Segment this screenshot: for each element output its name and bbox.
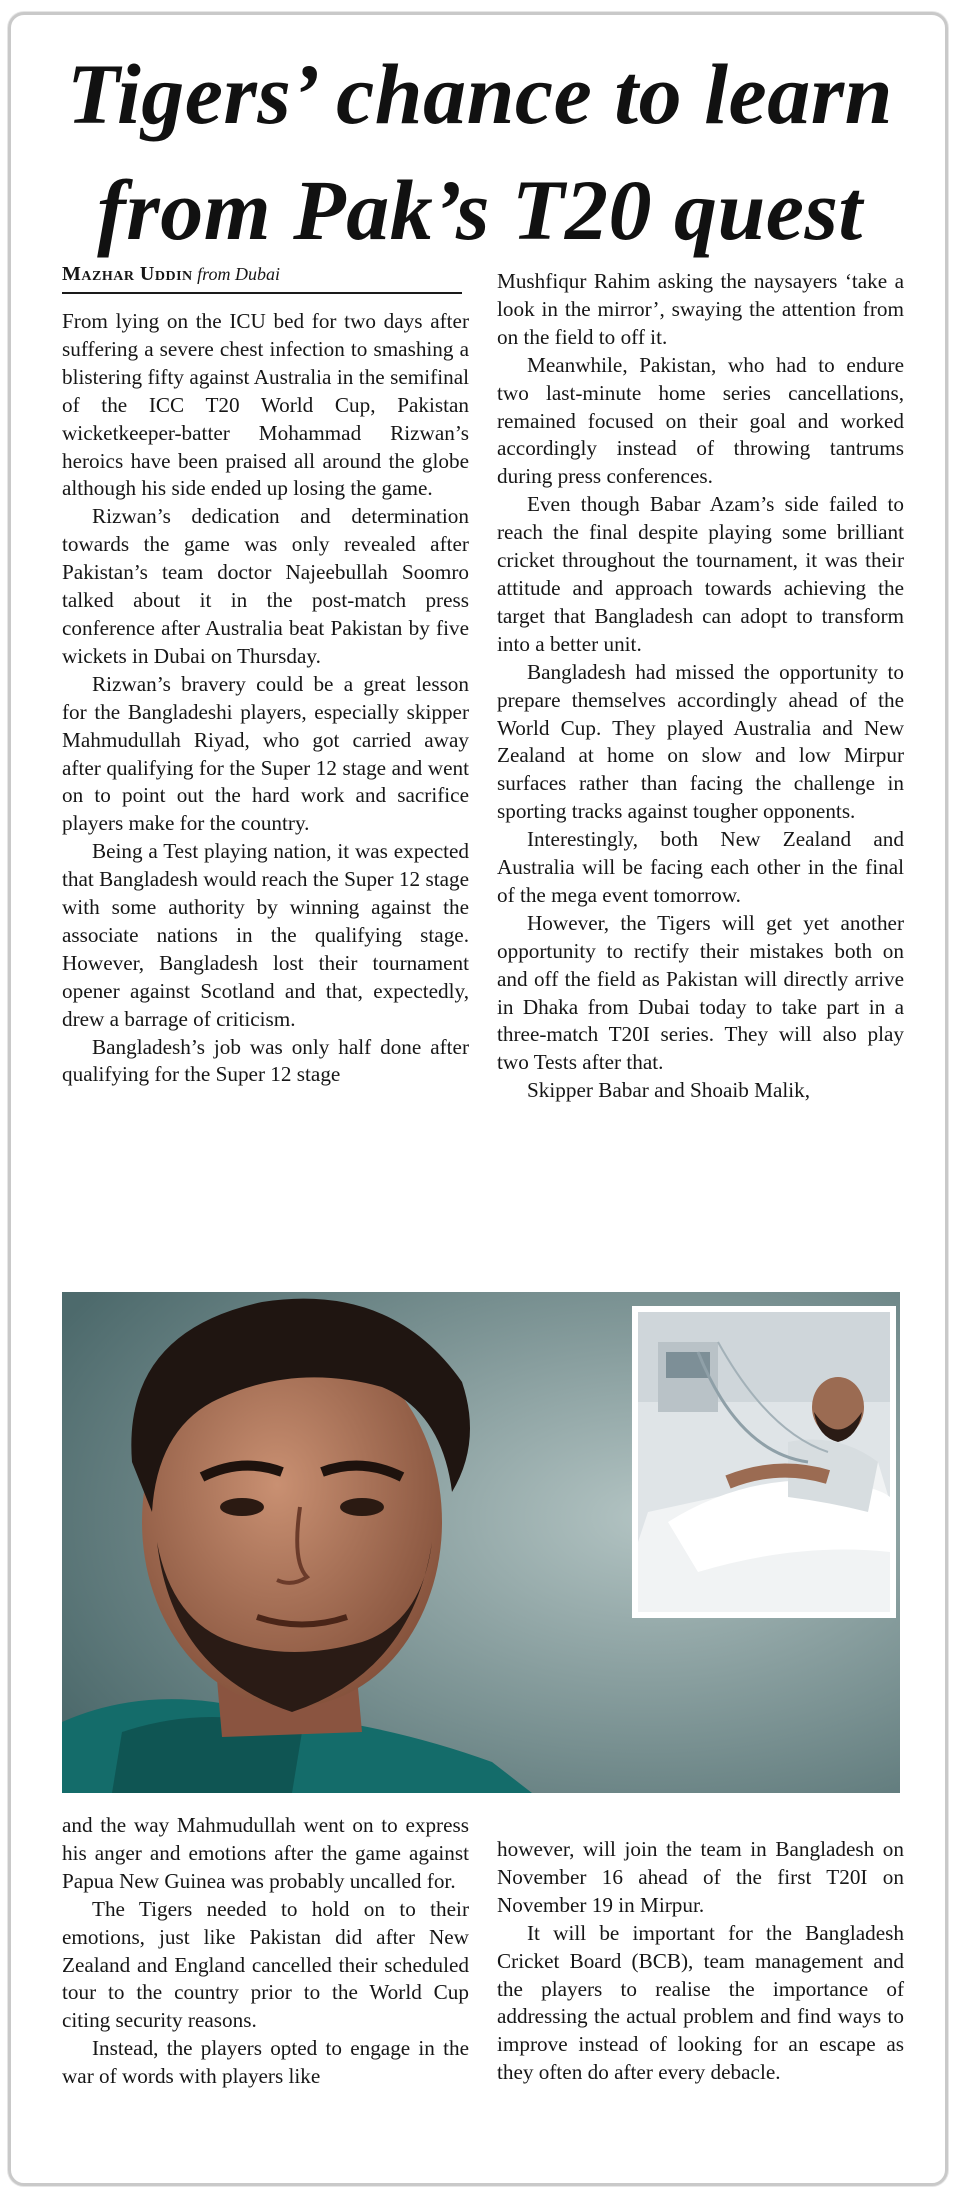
paragraph: It will be important for the Bangladesh Cricket Board (BCB), team management and the players to realise the importance of addressing the actual problem and find ways to improve instead of looking for an escape as they often do after every debacle. bbox=[497, 1920, 904, 2085]
paragraph: Even though Babar Azam’s side failed to reach the final despite playing some brilliant cricket throughout the tournament, it was their attitude and approach towards achieving the target that Bangladesh can adopt to transform into a better unit. bbox=[497, 492, 904, 656]
article-column-2 bbox=[497, 268, 904, 1105]
headline bbox=[40, 36, 920, 268]
paragraph: Bangladesh had missed the opportunity to prepare themselves accordingly ahead of the World Cup. They played Australia and New Zealand at home on slow and low Mirpur surfaces rather than facing the challenge in sporting tracks against tougher opponents. bbox=[497, 659, 904, 824]
paragraph: Meanwhile, Pakistan, who had to endure two last-minute home series cancellations, remained focused on their goal and worked accordingly instead of throwing tantrums during press conferences. bbox=[497, 352, 904, 489]
headline-line-1: Tigers’ chance to learn bbox=[66, 46, 894, 142]
paragraph: Mushfiqur Rahim asking the naysayers ‘take a look in the mirror’, swaying the attention from on the field to off it. bbox=[497, 269, 904, 349]
paragraph: Being a Test playing nation, it was expected that Bangladesh would reach the Super 12 stage with some authority by winning against the associate nations in the qualifying stage. However, Bangladesh lost their tournament opener against Scotland and that, expectedly, drew a barrage of criticism. bbox=[62, 839, 469, 1031]
paragraph: Rizwan’s dedication and determination towards the game was only revealed after Pakistan’s team doctor Najeebullah Soomro talked about it in the post-match press conference after Australia beat Pakistan by five wickets in Dubai on Thursday. bbox=[62, 504, 469, 668]
paragraph: The Tigers needed to hold on to their emotions, just like Pakistan did after New Zealand and England cancelled their scheduled tour to the country prior to the World Cup citing security reasons. bbox=[62, 1896, 469, 2033]
article-column-1 bbox=[62, 308, 469, 1089]
byline-dateline: from Dubai bbox=[197, 264, 281, 284]
byline bbox=[62, 262, 462, 294]
paragraph: However, the Tigers will get yet another opportunity to rectify their mistakes both on and off the field as Pakistan will directly arrive in Dhaka from Dubai today to take part in a three-match T20I series. They will also play two Tests after that. bbox=[497, 910, 904, 1075]
paragraph: Skipper Babar and Shoaib Malik, bbox=[527, 1078, 811, 1103]
inset-hospital-photo bbox=[632, 1306, 896, 1618]
article-column-4 bbox=[497, 1836, 904, 2087]
hospital-bed-illustration bbox=[638, 1312, 890, 1612]
paragraph: From lying on the ICU bed for two days after suffering a severe chest infection to smashing a blistering fifty against Australia in the semifinal of the ICC T20 World Cup, Pakistan wicketkeeper-batter Mohammad Rizwan’s heroics have been praised all around the globe although his side ended up losing the game. bbox=[62, 309, 469, 501]
paragraph: and the way Mahmudullah went on to express his anger and emotions after the game against Papua New Guinea was probably uncalled for. bbox=[62, 1813, 469, 1893]
headline-line-2: from Pak’s T20 quest bbox=[97, 162, 863, 258]
paragraph: Interestingly, both New Zealand and Australia will be facing each other in the final of the mega event tomorrow. bbox=[497, 827, 904, 907]
byline-author: Mazhar Uddin bbox=[62, 263, 193, 285]
paragraph: Instead, the players opted to engage in the war of words with players like bbox=[62, 2036, 469, 2089]
paragraph: Bangladesh’s job was only half done after qualifying for the Super 12 stage bbox=[62, 1034, 469, 1087]
article-column-3 bbox=[62, 1812, 469, 2091]
main-photo bbox=[62, 1292, 900, 1793]
paragraph: Rizwan’s bravery could be a great lesson for the Bangladeshi players, especially skipper Mahmudullah Riyad, who got carried away after qualifying for the Super 12 stage and went on to point out the hard work and sacrifice players make for the country. bbox=[62, 671, 469, 836]
paragraph: however, will join the team in Bangladesh on November 16 ahead of the first T20I on November 19 in Mirpur. bbox=[497, 1837, 904, 1917]
